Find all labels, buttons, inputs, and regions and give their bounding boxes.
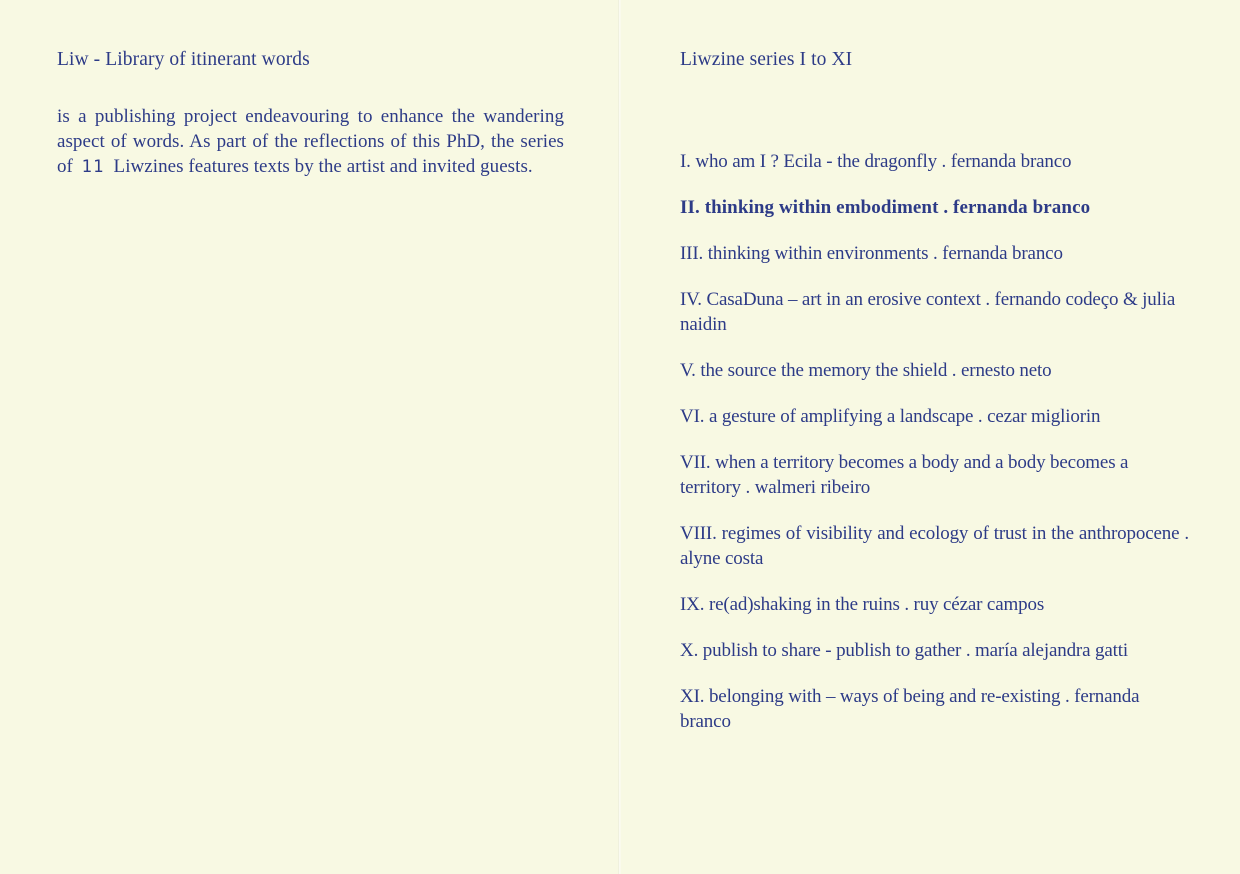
zine-list-item-8: VIII. regimes of visibility and ecology of trust in the anthropocene . alyne costa: [680, 523, 1189, 569]
zine-list-item-3: III. thinking within environments . fernanda branco: [680, 243, 1063, 264]
zine-list-item-10: X. publish to share - publish to gather . maría alejandra gatti: [680, 640, 1129, 661]
intro-text-after-number: Liwzines features texts by the artist and invited guests.: [108, 156, 533, 177]
zine-list-item-6: VI. a gesture of amplifying a landscape . cezar migliorin: [680, 406, 1101, 427]
zine-list-item-7: VII. when a territory becomes a body and a body becomes a territory . walmeri ribeiro: [680, 452, 1129, 498]
left-page: [0, 0, 619, 874]
zine-list-item-2: II. thinking within embodiment . fernanda branco: [680, 197, 1091, 218]
left-page-title: Liw - Library of itinerant words: [57, 49, 310, 70]
zine-list: [680, 149, 1189, 734]
right-page-title: Liwzine series I to XI: [680, 49, 853, 70]
intro-paragraph: [57, 104, 564, 179]
zine-list-item-11: XI. belonging with – ways of being and re-existing . fernanda branco: [680, 686, 1140, 732]
zine-list-item-9: IX. re(ad)shaking in the ruins . ruy cézar campos: [680, 594, 1045, 615]
zine-list-item-4: IV. CasaDuna – art in an erosive context . fernando codeço & julia naidin: [680, 289, 1176, 335]
zine-list-item-5: V. the source the memory the shield . ernesto neto: [680, 360, 1052, 381]
right-page: [619, 0, 1240, 874]
zine-list-item-1: I. who am I ? Ecila - the dragonfly . fernanda branco: [680, 151, 1072, 172]
intro-text-before-number: is a publishing project endeavouring to enhance the wandering aspect of words. As part of the reflections of this PhD, the series of: [57, 106, 564, 177]
zine-count-number: 11: [81, 157, 105, 176]
